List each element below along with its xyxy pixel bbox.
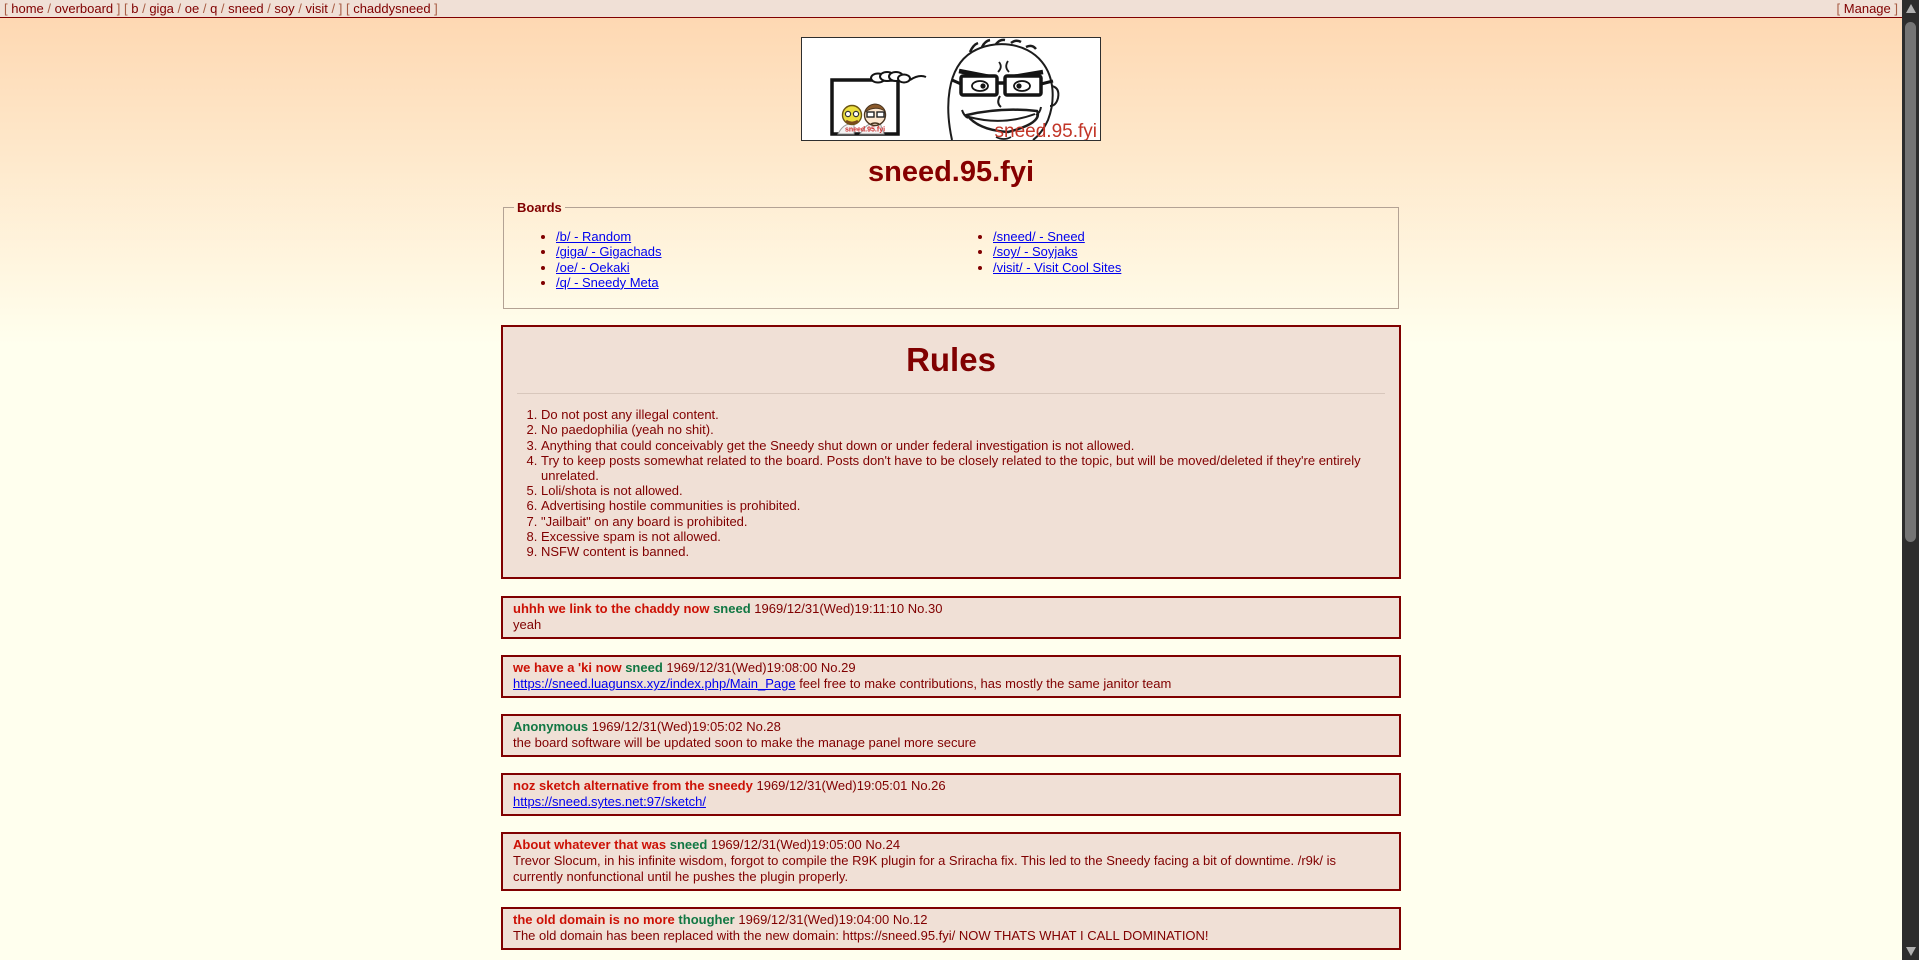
rule-item: 6. Advertising hostile communities is prohibited. bbox=[541, 498, 1385, 513]
page-title: sneed.95.fyi bbox=[867, 156, 1035, 188]
post-name: thougher bbox=[678, 912, 735, 928]
nav-separator: ] bbox=[1890, 1, 1898, 16]
banner-container bbox=[801, 37, 1101, 141]
board-link[interactable]: /q/ - Sneedy Meta bbox=[556, 274, 659, 290]
nav-separator: [ bbox=[345, 1, 354, 16]
nav-separator: / bbox=[327, 1, 336, 16]
nav-link-sneed[interactable]: sneed bbox=[228, 1, 264, 16]
board-list-right bbox=[951, 229, 1388, 275]
rules-title: Rules bbox=[906, 341, 996, 379]
nav-separator: / bbox=[294, 1, 306, 16]
post-header bbox=[513, 719, 1389, 735]
post-body-link[interactable]: https://sneed.luagunsx.xyz/index.php/Main_Page bbox=[513, 676, 796, 692]
news-post bbox=[501, 655, 1401, 698]
post-header bbox=[513, 660, 1389, 676]
rule-item: 9. NSFW content is banned. bbox=[541, 544, 1385, 559]
post-date: 1969/12/31(Wed)19:05:01 bbox=[756, 778, 908, 794]
post-body bbox=[513, 794, 1389, 810]
news-post bbox=[501, 714, 1401, 757]
banner-caption: sneed.95.fyi bbox=[994, 121, 1097, 141]
boards-legend: Boards bbox=[517, 200, 562, 215]
board-list-item bbox=[993, 244, 1388, 259]
board-link[interactable]: /giga/ - Gigachads bbox=[556, 244, 662, 260]
board-list-left bbox=[514, 229, 951, 290]
post-number: No.30 bbox=[907, 601, 943, 617]
news-post bbox=[501, 596, 1401, 639]
nav-link-giga[interactable]: giga bbox=[149, 1, 174, 16]
nav-separator: [ bbox=[4, 1, 12, 16]
nav-link-oe[interactable]: oe bbox=[184, 1, 200, 16]
post-date: 1969/12/31(Wed)19:05:00 bbox=[710, 837, 862, 853]
nav-link-b[interactable]: b bbox=[131, 1, 139, 16]
nav-link-soy[interactable]: soy bbox=[274, 1, 295, 16]
nav-link-manage[interactable]: Manage bbox=[1843, 1, 1891, 16]
post-body bbox=[513, 735, 1389, 751]
nav-separator: [ bbox=[124, 1, 132, 16]
nav-link-visit[interactable]: visit bbox=[305, 1, 328, 16]
nav-link-home[interactable]: home bbox=[11, 1, 44, 16]
news-section bbox=[501, 596, 1401, 950]
nav-separator: / bbox=[199, 1, 211, 16]
post-subject: uhhh we link to the chaddy now bbox=[513, 601, 710, 617]
nav-separator: / bbox=[263, 1, 275, 16]
post-date: 1969/12/31(Wed)19:04:00 bbox=[738, 912, 890, 928]
board-list-item bbox=[556, 275, 951, 290]
post-body bbox=[513, 676, 1389, 692]
post-name: Anonymous bbox=[513, 719, 589, 735]
scrollbar-up-arrow-icon[interactable] bbox=[1902, 0, 1919, 17]
rule-item: 5. Loli/shota is not allowed. bbox=[541, 483, 1385, 498]
post-name: sneed bbox=[669, 837, 708, 853]
nav-separator: / bbox=[138, 1, 150, 16]
scrollbar-down-arrow-icon[interactable] bbox=[1902, 943, 1919, 960]
news-post bbox=[501, 773, 1401, 816]
board-list-item bbox=[556, 244, 951, 259]
nav-separator: / bbox=[43, 1, 55, 16]
nav-link-chaddysneed[interactable]: chaddysneed bbox=[353, 1, 431, 16]
nav-link-overboard[interactable]: overboard bbox=[54, 1, 114, 16]
post-body-text: feel free to make contributions, has mostly the same janitor team bbox=[795, 676, 1172, 692]
board-link[interactable]: /visit/ - Visit Cool Sites bbox=[993, 259, 1122, 275]
nav-link-q[interactable]: q bbox=[210, 1, 218, 16]
rule-item: 3. Anything that could conceivably get the Sneedy shut down or under federal investigation is not allowed. bbox=[541, 438, 1385, 453]
nav-group bbox=[346, 1, 438, 16]
post-number: No.24 bbox=[865, 837, 901, 853]
post-header bbox=[513, 778, 1389, 794]
rules-list bbox=[517, 407, 1385, 559]
board-link[interactable]: /oe/ - Oekaki bbox=[556, 259, 630, 275]
post-number: No.26 bbox=[910, 778, 946, 794]
nav-separator: / bbox=[173, 1, 185, 16]
rule-item: 4. Try to keep posts somewhat related to the board. Posts don't have to be closely related to the topic, but will be moved/deleted if they're entirely unrelated. bbox=[541, 453, 1385, 483]
post-number: No.29 bbox=[820, 660, 856, 676]
rule-item: 1. Do not post any illegal content. bbox=[541, 407, 1385, 422]
rule-item: 2. No paedophilia (yeah no shit). bbox=[541, 422, 1385, 437]
post-header bbox=[513, 837, 1389, 853]
post-number: No.28 bbox=[746, 719, 781, 735]
board-column-right bbox=[951, 229, 1388, 290]
post-body bbox=[513, 853, 1389, 885]
nav-right bbox=[1837, 0, 1898, 17]
post-name: sneed bbox=[713, 601, 751, 617]
rules-divider bbox=[517, 393, 1385, 394]
banner-image bbox=[801, 37, 1101, 141]
post-subject: About whatever that was bbox=[513, 837, 667, 853]
nav-group bbox=[4, 1, 120, 16]
scrollbar[interactable] bbox=[1902, 0, 1919, 960]
nav-separator: ] bbox=[113, 1, 121, 16]
post-header bbox=[513, 912, 1389, 928]
board-link[interactable]: /b/ - Random bbox=[556, 229, 632, 244]
post-subject: noz sketch alternative from the sneedy bbox=[513, 778, 753, 794]
post-date: 1969/12/31(Wed)19:05:02 bbox=[591, 719, 743, 735]
post-body bbox=[513, 928, 1389, 944]
post-body-text: the board software will be updated soon to make the manage panel more secure bbox=[513, 735, 977, 751]
board-list-item bbox=[556, 229, 951, 244]
nav-separator: [ bbox=[1836, 1, 1844, 16]
banner-frame-caption: sneed.95.fyi bbox=[844, 126, 886, 134]
board-link[interactable]: /sneed/ - Sneed bbox=[993, 229, 1085, 244]
nav-group bbox=[124, 1, 342, 16]
post-body-text: The old domain has been replaced with the new domain: https://sneed.95.fyi/ NOW THATS WHAT I CALL DOMINATION! bbox=[513, 928, 1209, 944]
post-header bbox=[513, 601, 1389, 617]
post-subject: we have a 'ki now bbox=[513, 660, 622, 676]
news-post bbox=[501, 907, 1401, 950]
post-name: sneed bbox=[625, 660, 663, 676]
post-subject: the old domain is no more bbox=[513, 912, 675, 928]
nav-separator: ] bbox=[335, 1, 343, 16]
post-body-text: Trevor Slocum, in his infinite wisdom, forgot to compile the R9K plugin for a Sriracha fix. This led to the Sneedy facing a bit of downtime. /r9k/ is currently nonfunctional until he pushes the plugin properly. bbox=[513, 853, 1336, 885]
scrollbar-thumb[interactable] bbox=[1905, 22, 1916, 542]
post-body bbox=[513, 617, 1389, 633]
board-list-item bbox=[556, 260, 951, 275]
post-date: 1969/12/31(Wed)19:11:10 bbox=[754, 601, 905, 617]
rule-item: 7. "Jailbait" on any board is prohibited. bbox=[541, 514, 1385, 529]
post-date: 1969/12/31(Wed)19:08:00 bbox=[666, 660, 818, 676]
rules-box bbox=[501, 325, 1401, 579]
board-link[interactable]: /soy/ - Soyjaks bbox=[993, 244, 1078, 260]
board-columns bbox=[514, 229, 1388, 290]
board-list-item bbox=[993, 260, 1388, 275]
post-body-text: yeah bbox=[513, 617, 542, 633]
post-body-link[interactable]: https://sneed.sytes.net:97/sketch/ bbox=[513, 794, 706, 810]
rule-item: 8. Excessive spam is not allowed. bbox=[541, 529, 1385, 544]
nav-left bbox=[4, 0, 438, 17]
post-number: No.12 bbox=[892, 912, 928, 928]
news-post bbox=[501, 832, 1401, 891]
boards-fieldset bbox=[503, 200, 1399, 309]
top-navbar bbox=[0, 0, 1902, 18]
nav-separator: / bbox=[217, 1, 229, 16]
board-column-left bbox=[514, 229, 951, 290]
board-list-item bbox=[993, 229, 1388, 244]
nav-separator: ] bbox=[430, 1, 438, 16]
